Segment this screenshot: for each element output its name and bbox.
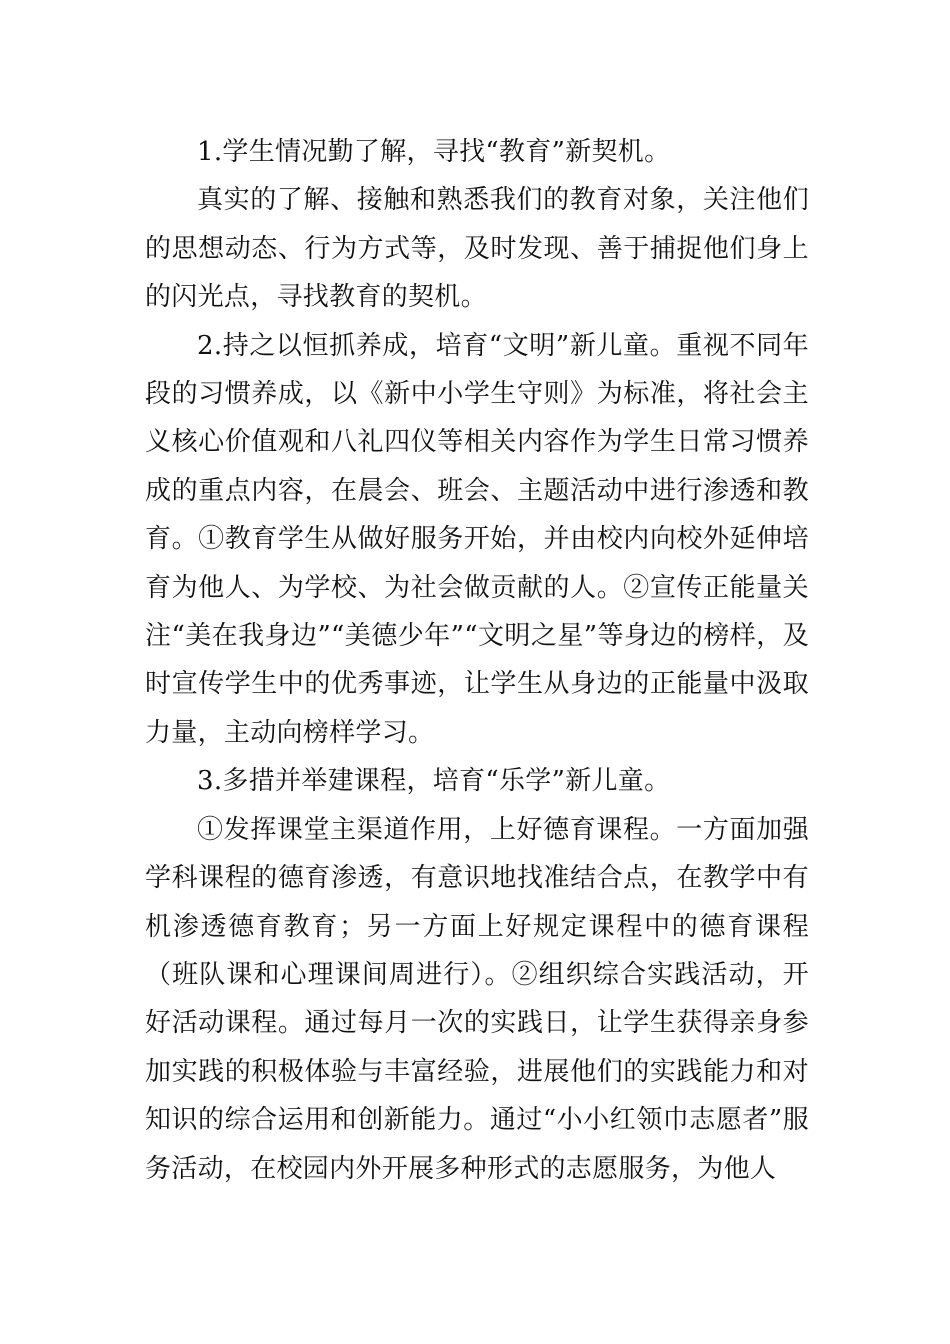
paragraph-3: 2.持之以恒抓养成，培育“文明”新儿童。重视不同年段的习惯养成，以《新中小学生守则》为标准，将社会主义核心价值观和八礼四仪等相关内容作为学生日常习惯养成的重点内容，在晨会、班会、主题活动中进行渗透和教育。①教育学生从做好服务开始，并由校内向校外延伸培育为他人、为学校、为社会做贡献的人。②宣传正能量关注“美在我身边”“美德少年”“文明之星”等身边的榜样，及时宣传学生中的优秀事迹，让学生从身边的正能量中汲取力量，主动向榜样学习。 [145, 330, 809, 748]
document-body [145, 128, 809, 1193]
paragraph-1: 1.学生情况勤了解，寻找“教育”新契机。 [197, 137, 671, 167]
paragraph-5: ①发挥课堂主渠道作用，上好德育课程。一方面加强学科课程的德育渗透，有意识地找准结合点，在教学中有机渗透德育教育；另一方面上好规定课程中的德育课程（班队课和心理课间周进行）。②组织综合实践活动，开好活动课程。通过每月一次的实践日，让学生获得亲身参加实践的积极体验与丰富经验，进展他们的实践能力和对知识的综合运用和创新能力。通过“小小红领巾志愿者”服务活动，在校园内外开展多种形式的志愿服务，为他人 [145, 814, 809, 1184]
paragraph-2: 真实的了解、接触和熟悉我们的教育对象，关注他们的思想动态、行为方式等，及时发现、善于捕捉他们身上的闪光点，寻找教育的契机。 [145, 185, 809, 313]
paragraph-4: 3.多措并举建课程，培育“乐学”新儿童。 [197, 766, 671, 797]
